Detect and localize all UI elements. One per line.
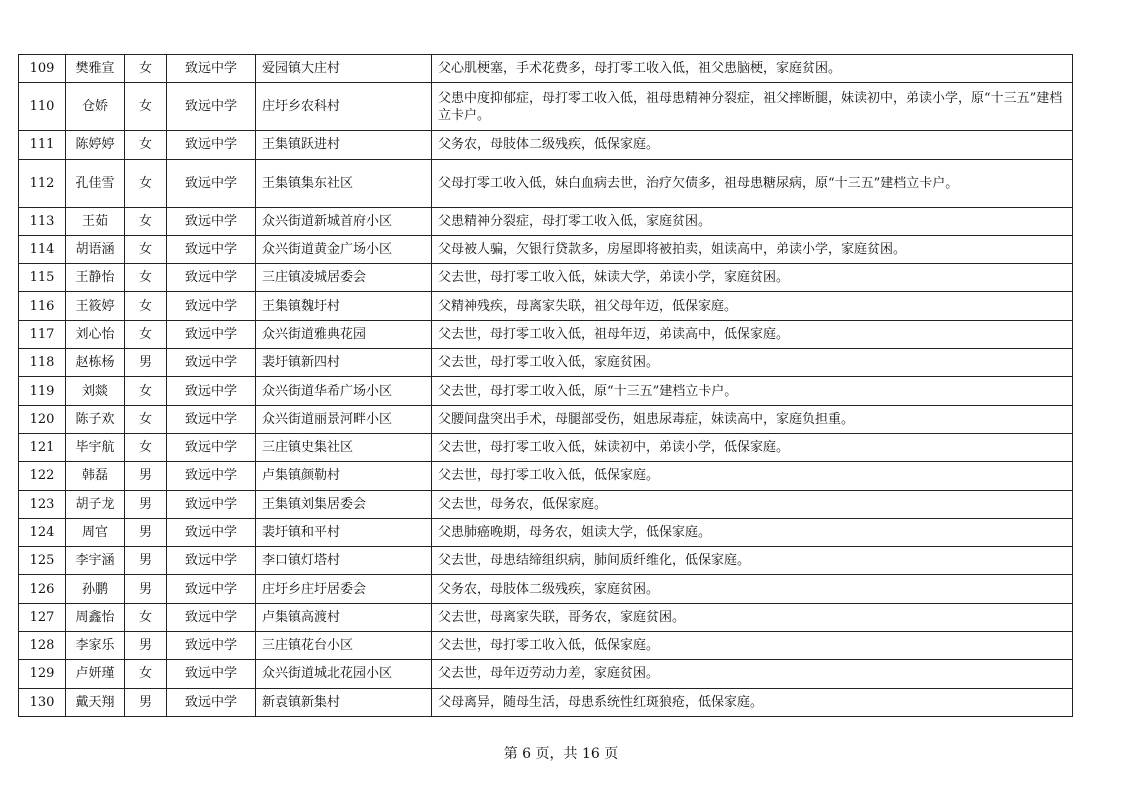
gender-cell: 男: [125, 518, 167, 546]
table-row: [19, 55, 1073, 83]
school-cell: 致远中学: [167, 264, 256, 292]
serial-number-cell: 113: [19, 207, 66, 235]
student-name-cell: 胡子龙: [66, 490, 125, 518]
table-row: [19, 688, 1073, 716]
serial-number-cell: 128: [19, 632, 66, 660]
family-situation-cell: 父患肺癌晚期，母务农，姐读大学，低保家庭。: [432, 518, 1073, 546]
address-cell: 众兴街道城北花园小区: [256, 660, 432, 688]
address-cell: 众兴街道丽景河畔小区: [256, 405, 432, 433]
school-cell: 致远中学: [167, 55, 256, 83]
table-row: [19, 660, 1073, 688]
family-situation-cell: 父母打零工收入低，妹白血病去世，治疗欠债多，祖母患糖尿病，原“十三五”建档立卡户。: [432, 159, 1073, 207]
school-cell: 致远中学: [167, 131, 256, 159]
family-situation-cell: 父患精神分裂症，母打零工收入低，家庭贫困。: [432, 207, 1073, 235]
address-cell: 众兴街道新城首府小区: [256, 207, 432, 235]
serial-number-cell: 112: [19, 159, 66, 207]
serial-number-cell: 114: [19, 235, 66, 263]
serial-number-cell: 123: [19, 490, 66, 518]
school-cell: 致远中学: [167, 632, 256, 660]
address-cell: 三庄镇凌城居委会: [256, 264, 432, 292]
gender-cell: 男: [125, 632, 167, 660]
address-cell: 卢集镇颜勒村: [256, 462, 432, 490]
school-cell: 致远中学: [167, 575, 256, 603]
table-row: [19, 159, 1073, 207]
family-situation-cell: 父去世，母患结缔组织病，肺间质纤维化，低保家庭。: [432, 547, 1073, 575]
school-cell: 致远中学: [167, 688, 256, 716]
school-cell: 致远中学: [167, 603, 256, 631]
serial-number-cell: 126: [19, 575, 66, 603]
student-name-cell: 陈子欢: [66, 405, 125, 433]
serial-number-cell: 115: [19, 264, 66, 292]
table-row: [19, 320, 1073, 348]
table-row: [19, 235, 1073, 263]
gender-cell: 男: [125, 462, 167, 490]
school-cell: 致远中学: [167, 490, 256, 518]
gender-cell: 女: [125, 207, 167, 235]
gender-cell: 女: [125, 235, 167, 263]
student-name-cell: 胡语涵: [66, 235, 125, 263]
family-situation-cell: 父心肌梗塞，手术花费多，母打零工收入低，祖父患脑梗，家庭贫困。: [432, 55, 1073, 83]
serial-number-cell: 129: [19, 660, 66, 688]
gender-cell: 男: [125, 575, 167, 603]
serial-number-cell: 109: [19, 55, 66, 83]
student-name-cell: 孙鹏: [66, 575, 125, 603]
student-name-cell: 周鑫怡: [66, 603, 125, 631]
student-name-cell: 毕宇航: [66, 433, 125, 461]
family-situation-cell: 父母离异，随母生活，母患系统性红斑狼疮，低保家庭。: [432, 688, 1073, 716]
gender-cell: 女: [125, 320, 167, 348]
student-name-cell: 卢妍瑾: [66, 660, 125, 688]
address-cell: 王集镇集东社区: [256, 159, 432, 207]
serial-number-cell: 118: [19, 349, 66, 377]
table-row: [19, 433, 1073, 461]
gender-cell: 女: [125, 159, 167, 207]
school-cell: 致远中学: [167, 292, 256, 320]
student-name-cell: 孔佳雪: [66, 159, 125, 207]
student-name-cell: 李家乐: [66, 632, 125, 660]
school-cell: 致远中学: [167, 405, 256, 433]
student-name-cell: 戴天翔: [66, 688, 125, 716]
gender-cell: 女: [125, 377, 167, 405]
gender-cell: 女: [125, 264, 167, 292]
school-cell: 致远中学: [167, 320, 256, 348]
address-cell: 卢集镇高渡村: [256, 603, 432, 631]
address-cell: 新袁镇新集村: [256, 688, 432, 716]
serial-number-cell: 119: [19, 377, 66, 405]
student-name-cell: 陈婷婷: [66, 131, 125, 159]
serial-number-cell: 124: [19, 518, 66, 546]
school-cell: 致远中学: [167, 83, 256, 131]
address-cell: 裴圩镇和平村: [256, 518, 432, 546]
student-name-cell: 李宇涵: [66, 547, 125, 575]
gender-cell: 男: [125, 688, 167, 716]
gender-cell: 女: [125, 405, 167, 433]
family-situation-cell: 父去世，母打零工收入低，低保家庭。: [432, 462, 1073, 490]
serial-number-cell: 111: [19, 131, 66, 159]
table-row: [19, 207, 1073, 235]
student-roster-table: [18, 54, 1073, 717]
family-situation-cell: 父去世，母打零工收入低，家庭贫困。: [432, 349, 1073, 377]
serial-number-cell: 130: [19, 688, 66, 716]
gender-cell: 男: [125, 490, 167, 518]
table-row: [19, 349, 1073, 377]
table-row: [19, 518, 1073, 546]
page-footer: 第 6 页，共 16 页: [503, 746, 619, 762]
family-situation-cell: 父务农，母肢体二级残疾，家庭贫困。: [432, 575, 1073, 603]
student-name-cell: 刘心怡: [66, 320, 125, 348]
table-row: [19, 131, 1073, 159]
address-cell: 王集镇跃进村: [256, 131, 432, 159]
table-row: [19, 405, 1073, 433]
table-row: [19, 490, 1073, 518]
student-name-cell: 仓娇: [66, 83, 125, 131]
gender-cell: 女: [125, 55, 167, 83]
student-name-cell: 周官: [66, 518, 125, 546]
address-cell: 庄圩乡庄圩居委会: [256, 575, 432, 603]
table-row: [19, 83, 1073, 131]
serial-number-cell: 117: [19, 320, 66, 348]
student-name-cell: 王筱婷: [66, 292, 125, 320]
family-situation-cell: 父去世，母务农，低保家庭。: [432, 490, 1073, 518]
table-row: [19, 575, 1073, 603]
student-name-cell: 韩磊: [66, 462, 125, 490]
address-cell: 众兴街道黄金广场小区: [256, 235, 432, 263]
table-row: [19, 292, 1073, 320]
address-cell: 众兴街道华希广场小区: [256, 377, 432, 405]
serial-number-cell: 116: [19, 292, 66, 320]
address-cell: 三庄镇花台小区: [256, 632, 432, 660]
student-name-cell: 赵栋杨: [66, 349, 125, 377]
school-cell: 致远中学: [167, 159, 256, 207]
table-row: [19, 547, 1073, 575]
address-cell: 王集镇刘集居委会: [256, 490, 432, 518]
serial-number-cell: 121: [19, 433, 66, 461]
table-row: [19, 632, 1073, 660]
school-cell: 致远中学: [167, 433, 256, 461]
family-situation-cell: 父去世，母打零工收入低，妹读大学，弟读小学，家庭贫困。: [432, 264, 1073, 292]
family-situation-cell: 父去世，母年迈劳动力差，家庭贫困。: [432, 660, 1073, 688]
address-cell: 爱园镇大庄村: [256, 55, 432, 83]
address-cell: 王集镇魏圩村: [256, 292, 432, 320]
table-row: [19, 462, 1073, 490]
school-cell: 致远中学: [167, 462, 256, 490]
student-name-cell: 王静怡: [66, 264, 125, 292]
serial-number-cell: 122: [19, 462, 66, 490]
student-name-cell: 刘燚: [66, 377, 125, 405]
student-name-cell: 王茹: [66, 207, 125, 235]
school-cell: 致远中学: [167, 377, 256, 405]
address-cell: 李口镇灯塔村: [256, 547, 432, 575]
family-situation-cell: 父母被人骗，欠银行贷款多，房屋即将被拍卖，姐读高中，弟读小学，家庭贫困。: [432, 235, 1073, 263]
gender-cell: 女: [125, 292, 167, 320]
gender-cell: 男: [125, 547, 167, 575]
address-cell: 庄圩乡农科村: [256, 83, 432, 131]
gender-cell: 女: [125, 83, 167, 131]
family-situation-cell: 父去世，母打零工收入低，妹读初中，弟读小学，低保家庭。: [432, 433, 1073, 461]
family-situation-cell: 父去世，母打零工收入低，低保家庭。: [432, 632, 1073, 660]
serial-number-cell: 120: [19, 405, 66, 433]
family-situation-cell: 父去世，母打零工收入低，祖母年迈，弟读高中，低保家庭。: [432, 320, 1073, 348]
table-row: [19, 603, 1073, 631]
gender-cell: 女: [125, 131, 167, 159]
table-row: [19, 377, 1073, 405]
family-situation-cell: 父精神残疾，母离家失联，祖父母年迈，低保家庭。: [432, 292, 1073, 320]
gender-cell: 女: [125, 603, 167, 631]
school-cell: 致远中学: [167, 235, 256, 263]
student-name-cell: 樊雅宣: [66, 55, 125, 83]
school-cell: 致远中学: [167, 660, 256, 688]
serial-number-cell: 125: [19, 547, 66, 575]
school-cell: 致远中学: [167, 518, 256, 546]
family-situation-cell: 父去世，母离家失联，哥务农，家庭贫困。: [432, 603, 1073, 631]
family-situation-cell: 父去世，母打零工收入低，原“十三五”建档立卡户。: [432, 377, 1073, 405]
address-cell: 众兴街道雅典花园: [256, 320, 432, 348]
family-situation-cell: 父腰间盘突出手术，母腿部受伤，姐患尿毒症，妹读高中，家庭负担重。: [432, 405, 1073, 433]
school-cell: 致远中学: [167, 547, 256, 575]
gender-cell: 女: [125, 660, 167, 688]
gender-cell: 女: [125, 433, 167, 461]
serial-number-cell: 127: [19, 603, 66, 631]
gender-cell: 男: [125, 349, 167, 377]
table-row: [19, 264, 1073, 292]
serial-number-cell: 110: [19, 83, 66, 131]
family-situation-cell: 父患中度抑郁症，母打零工收入低，祖母患精神分裂症，祖父摔断腿，妹读初中，弟读小学，原“十三五”建档立卡户。: [432, 83, 1073, 131]
school-cell: 致远中学: [167, 349, 256, 377]
family-situation-cell: 父务农，母肢体二级残疾，低保家庭。: [432, 131, 1073, 159]
roster-body: [19, 55, 1073, 717]
school-cell: 致远中学: [167, 207, 256, 235]
address-cell: 裴圩镇新四村: [256, 349, 432, 377]
address-cell: 三庄镇史集社区: [256, 433, 432, 461]
